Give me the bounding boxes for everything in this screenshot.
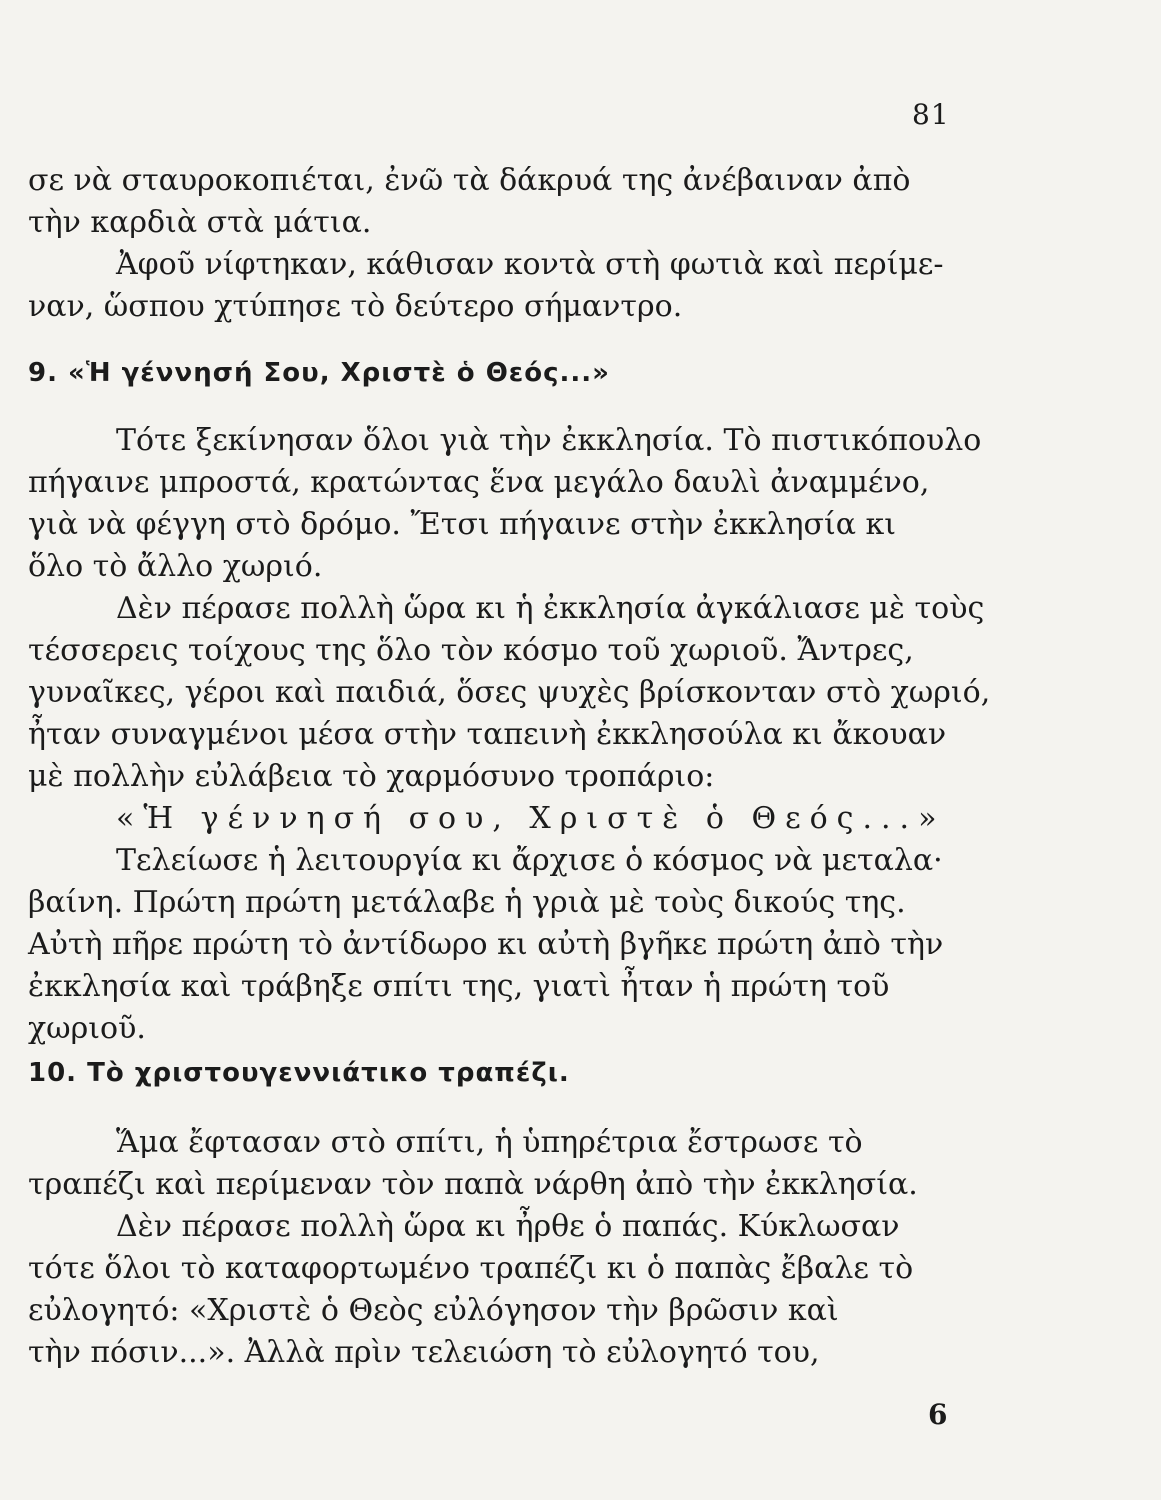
text-line: πήγαινε μπροστά, κρατώντας ἕνα μεγάλο δαυλὶ ἀναμμένο, <box>28 465 930 500</box>
text-line: ἦταν συναγμένοι μέσα στὴν ταπεινὴ ἐκκλησούλα κι ἄκουαν <box>28 717 947 752</box>
text-line: Τότε ξεκίνησαν ὅλοι γιὰ τὴν ἐκκλησία. Τὸ πιστικόπουλο <box>116 423 982 458</box>
text-line: ὅλο τὸ ἄλλο χωριό. <box>28 549 323 584</box>
text-line: βαίνη. Πρώτη πρώτη μετάλαβε ἡ γριὰ μὲ τοὺς δικούς της. <box>28 885 906 920</box>
text-line: Αὐτὴ πῆρε πρώτη τὸ ἀντίδωρο κι αὐτὴ βγῆκε πρώτη ἀπὸ τὴν <box>28 927 944 962</box>
text-line: τότε ὅλοι τὸ καταφορτωμένο τραπέζι κι ὁ παπὰς ἔβαλε τὸ <box>28 1251 914 1286</box>
text-line: Δὲν πέρασε πολλὴ ὥρα κι ἡ ἐκκλησία ἀγκάλιασε μὲ τοὺς <box>116 591 985 626</box>
text-line: ναν, ὥσπου χτύπησε τὸ δεύτερο σήμαντρο. <box>28 289 683 324</box>
text-line <box>28 160 1008 202</box>
paragraph-block-3 <box>28 1122 1008 1374</box>
signature-mark: 6 <box>928 1398 948 1431</box>
text-line: Δὲν πέρασε πολλὴ ὥρα κι ἦρθε ὁ παπάς. Κύκλωσαν <box>116 1209 900 1244</box>
text-line: τὴν καρδιὰ στὰ μάτια. <box>28 205 372 240</box>
text-line: γιὰ νὰ φέγγη στὸ δρόμο. Ἔτσι πήγαινε στὴν ἐκκλησία κι <box>28 507 897 542</box>
section-heading-9: 9. «Ἡ γέννησή Σου, Χριστὲ ὁ Θεός...» <box>28 358 610 388</box>
paragraph-block-2 <box>28 420 1008 1050</box>
text-line: τέσσερεις τοίχους της ὅλο τὸν κόσμο τοῦ χωριοῦ. Ἄντρες, <box>28 633 914 668</box>
text-line: Τελείωσε ἡ λειτουργία κι ἄρχισε ὁ κόσμος νὰ μεταλα· <box>116 843 943 878</box>
hymn-line: «Ἡ γέννησή σου, Χριστὲ ὁ Θεός...» <box>116 801 946 836</box>
text-line: τὴν πόσιν...». Ἀλλὰ πρὶν τελειώση τὸ εὐλογητό του, <box>28 1335 820 1370</box>
text-line: Ἅμα ἔφτασαν στὸ σπίτι, ἡ ὑπηρέτρια ἔστρωσε τὸ <box>116 1125 863 1160</box>
page-number: 81 <box>912 98 950 131</box>
text-line: ἐκκλησία καὶ τράβηξε σπίτι της, γιατὶ ἦταν ἡ πρώτη τοῦ <box>28 969 890 1004</box>
text-line: τραπέζι καὶ περίμεναν τὸν παπὰ νάρθη ἀπὸ τὴν ἐκκλησία. <box>28 1167 918 1202</box>
text-line: μὲ πολλὴν εὐλάβεια τὸ χαρμόσυνο τροπάριο: <box>28 759 715 794</box>
text-line: γυναῖκες, γέροι καὶ παιδιά, ὅσες ψυχὲς βρίσκονταν στὸ χωριό, <box>28 675 991 710</box>
paragraph-block-1 <box>28 160 1008 328</box>
line-text: σε νὰ σταυροκοπιέται, ἐνῶ τὰ δάκρυά της ἀνέβαιναν ἀπὸ <box>28 163 911 198</box>
section-heading-10: 10. Τὸ χριστουγεννιάτικο τραπέζι. <box>28 1058 570 1088</box>
text-line: χωριοῦ. <box>28 1011 146 1046</box>
text-line: Ἀφοῦ νίφτηκαν, κάθισαν κοντὰ στὴ φωτιὰ καὶ περίμε- <box>116 247 944 282</box>
text-line: εὐλογητό: «Χριστὲ ὁ Θεὸς εὐλόγησον τὴν βρῶσιν καὶ <box>28 1293 839 1328</box>
